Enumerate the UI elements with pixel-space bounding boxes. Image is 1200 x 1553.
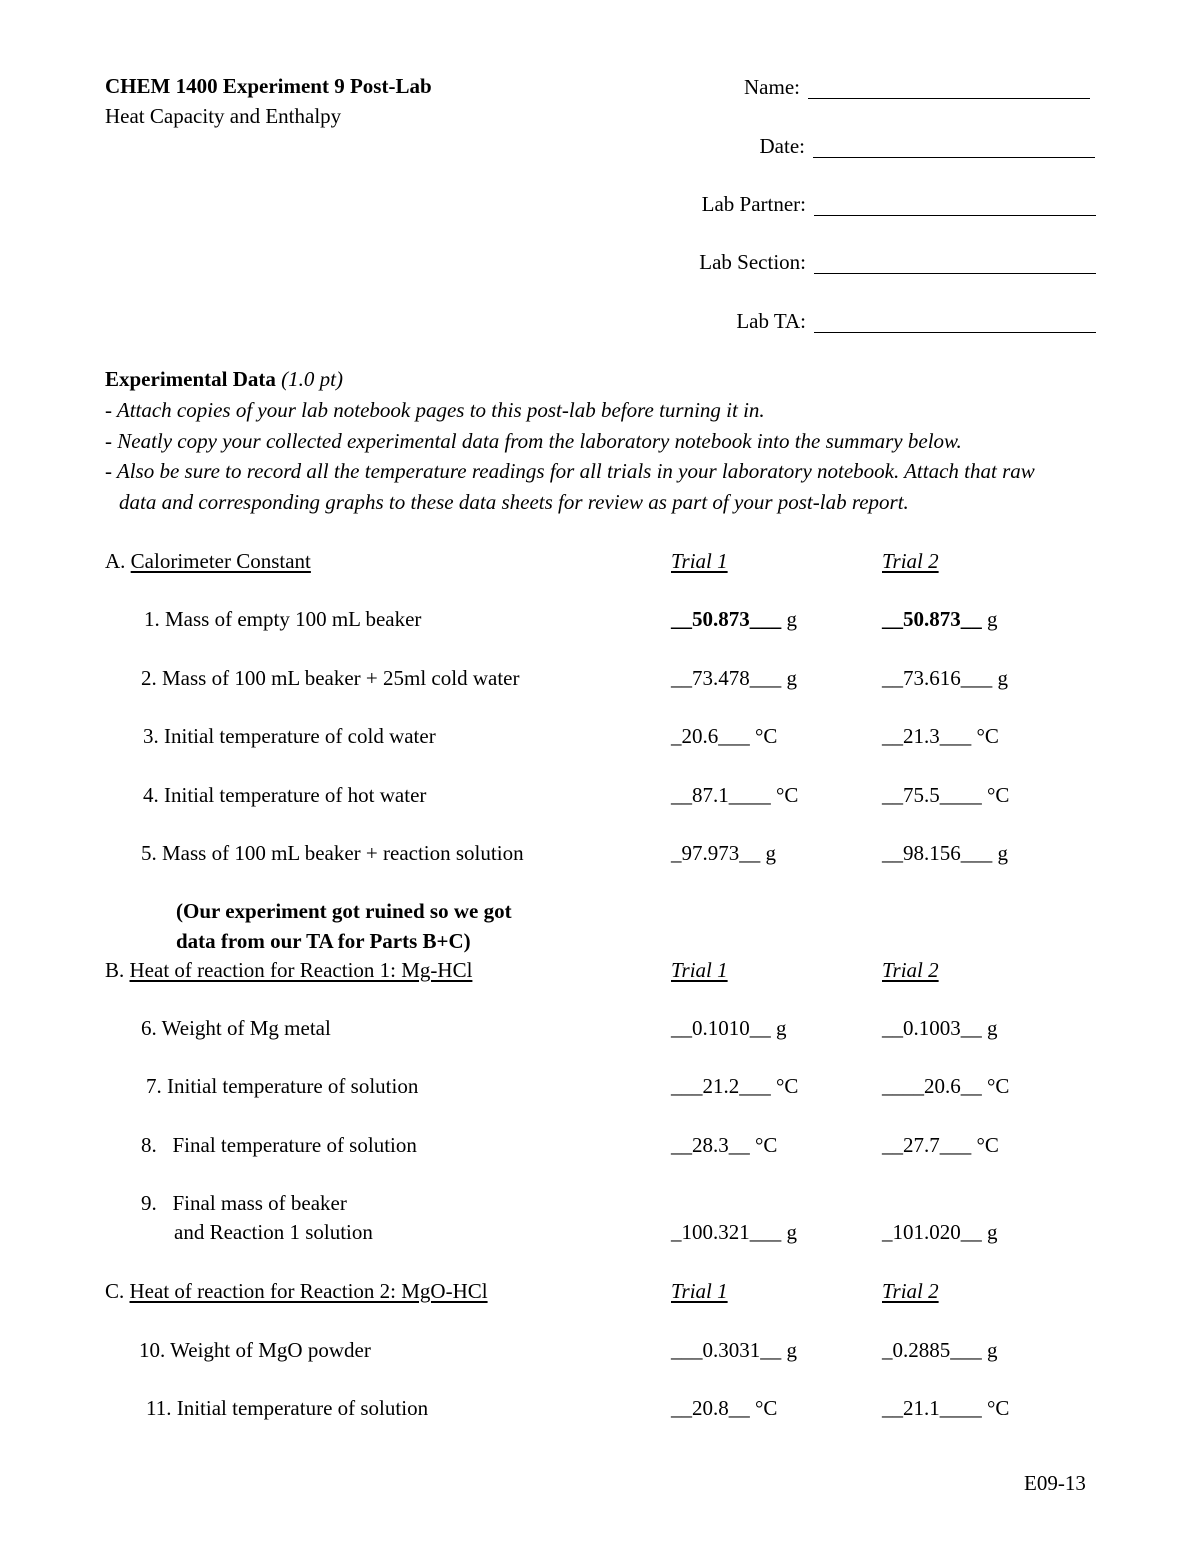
trial-1-value[interactable] [671, 1135, 777, 1156]
value-text: ____20.6__ [882, 1074, 982, 1098]
trial-2-value[interactable] [882, 785, 1009, 806]
section-title: Heat of reaction for Reaction 1: Mg-HCl [129, 958, 473, 982]
name-field[interactable] [808, 98, 1090, 99]
trial-1-value[interactable] [671, 726, 777, 747]
trial-2-value[interactable] [882, 1398, 1009, 1419]
section-b-heading [105, 960, 472, 981]
trial-2-value[interactable] [882, 726, 999, 747]
trial-2-header: Trial 2 [882, 958, 939, 982]
trial-2-value[interactable] [882, 1018, 998, 1039]
section-letter: C. [105, 1279, 125, 1303]
trial-2-value[interactable] [882, 1222, 998, 1243]
value-text: __0.1010__ [671, 1016, 771, 1040]
page-subtitle: Heat Capacity and Enthalpy [105, 104, 342, 128]
unit: °C [987, 783, 1010, 807]
trial-1-value[interactable] [671, 1340, 797, 1361]
section-letter: B. [105, 958, 125, 982]
experimental-points: (1.0 pt) [281, 367, 343, 391]
unit: g [997, 666, 1008, 690]
date-field[interactable] [813, 157, 1095, 158]
unit: g [987, 1016, 998, 1040]
row-label: 5. Mass of 100 mL beaker + reaction solution [141, 841, 524, 865]
instruction-line: - Attach copies of your lab notebook pages to this post-lab before turning it in. [105, 398, 765, 422]
lab-ta-label: Lab TA: [736, 309, 806, 333]
trial-2-header: Trial 2 [882, 549, 939, 573]
note-line: data from our TA for Parts B+C) [176, 929, 471, 953]
row-label: 3. Initial temperature of cold water [143, 724, 436, 748]
value-text: _101.020__ [882, 1220, 982, 1244]
trial-1-value[interactable] [671, 1398, 777, 1419]
section-letter: A. [105, 549, 126, 573]
value-text: __73.478___ [671, 666, 782, 690]
unit: °C [755, 724, 778, 748]
lab-partner-label: Lab Partner: [701, 192, 806, 216]
unit: °C [987, 1396, 1010, 1420]
trial-1-value[interactable] [671, 609, 797, 630]
trial-1-header: Trial 1 [671, 1279, 728, 1303]
value-text: __21.3___ [882, 724, 972, 748]
row-label: 8. Final temperature of solution [141, 1133, 417, 1157]
value-text: __21.1____ [882, 1396, 982, 1420]
value-text: __75.5____ [882, 783, 982, 807]
section-title: Calorimeter Constant [130, 549, 311, 573]
name-label: Name: [744, 75, 800, 99]
section-c-heading [105, 1281, 488, 1302]
value-text: __50.873__ [882, 607, 982, 631]
date-label: Date: [759, 134, 805, 158]
unit: °C [755, 1396, 778, 1420]
unit: g [765, 841, 776, 865]
trial-1-value[interactable] [671, 1076, 798, 1097]
unit: g [786, 1220, 797, 1244]
row-label: 2. Mass of 100 mL beaker + 25ml cold water [141, 666, 520, 690]
unit: g [997, 841, 1008, 865]
row-label: 1. Mass of empty 100 mL beaker [144, 607, 422, 631]
trial-2-value[interactable] [882, 609, 998, 630]
experimental-heading-text: Experimental Data [105, 367, 276, 391]
lab-ta-field[interactable] [814, 332, 1096, 333]
value-text: _100.321___ [671, 1220, 782, 1244]
experimental-heading [105, 369, 343, 390]
page-title: CHEM 1400 Experiment 9 Post-Lab [105, 74, 432, 98]
section-title: Heat of reaction for Reaction 2: MgO-HCl [129, 1279, 488, 1303]
instruction-line: - Also be sure to record all the temperature readings for all trials in your laboratory notebook. Attach that raw [105, 459, 1035, 483]
value-text: __73.616___ [882, 666, 993, 690]
page-code: E09-13 [1024, 1471, 1086, 1495]
trial-1-value[interactable] [671, 668, 797, 689]
lab-partner-field[interactable] [814, 215, 1096, 216]
unit: g [987, 1338, 998, 1362]
trial-2-header: Trial 2 [882, 1279, 939, 1303]
unit: g [786, 1338, 797, 1362]
value-text: _0.2885___ [882, 1338, 982, 1362]
value-text: __20.8__ [671, 1396, 750, 1420]
value-text: __28.3__ [671, 1133, 750, 1157]
row-label: 6. Weight of Mg metal [141, 1016, 331, 1040]
unit: g [786, 666, 797, 690]
value-text: _97.973__ [671, 841, 761, 865]
unit: °C [755, 1133, 778, 1157]
trial-1-value[interactable] [671, 785, 798, 806]
value-text: ___0.3031__ [671, 1338, 782, 1362]
unit: g [786, 607, 797, 631]
section-a-heading [105, 551, 311, 572]
trial-2-value[interactable] [882, 1135, 999, 1156]
unit: °C [776, 783, 799, 807]
value-text: __50.873___ [671, 607, 782, 631]
value-text: __27.7___ [882, 1133, 972, 1157]
unit: °C [776, 1074, 799, 1098]
instruction-line: data and corresponding graphs to these data sheets for review as part of your post-lab report. [119, 490, 909, 514]
row-label: 9. Final mass of beaker [141, 1191, 347, 1215]
trial-1-value[interactable] [671, 1018, 787, 1039]
value-text: ___21.2___ [671, 1074, 771, 1098]
trial-2-value[interactable] [882, 1076, 1009, 1097]
trial-2-value[interactable] [882, 843, 1008, 864]
trial-2-value[interactable] [882, 1340, 998, 1361]
note-line: (Our experiment got ruined so we got [176, 899, 512, 923]
unit: g [987, 607, 998, 631]
unit: °C [976, 1133, 999, 1157]
unit: °C [987, 1074, 1010, 1098]
trial-2-value[interactable] [882, 668, 1008, 689]
unit: g [776, 1016, 787, 1040]
value-text: __0.1003__ [882, 1016, 982, 1040]
lab-section-label: Lab Section: [699, 250, 806, 274]
row-label: 7. Initial temperature of solution [146, 1074, 419, 1098]
value-text: _20.6___ [671, 724, 750, 748]
value-text: __98.156___ [882, 841, 993, 865]
row-label: 10. Weight of MgO powder [139, 1338, 371, 1362]
unit: °C [976, 724, 999, 748]
unit: g [987, 1220, 998, 1244]
trial-1-header: Trial 1 [671, 958, 728, 982]
row-label: 4. Initial temperature of hot water [143, 783, 427, 807]
trial-1-value[interactable] [671, 843, 776, 864]
trial-1-header: Trial 1 [671, 549, 728, 573]
trial-1-value[interactable] [671, 1222, 797, 1243]
row-label: 11. Initial temperature of solution [146, 1396, 429, 1420]
lab-section-field[interactable] [814, 273, 1096, 274]
value-text: __87.1____ [671, 783, 771, 807]
instruction-line: - Neatly copy your collected experimental data from the laboratory notebook into the summary below. [105, 429, 962, 453]
row-label: and Reaction 1 solution [174, 1220, 373, 1244]
